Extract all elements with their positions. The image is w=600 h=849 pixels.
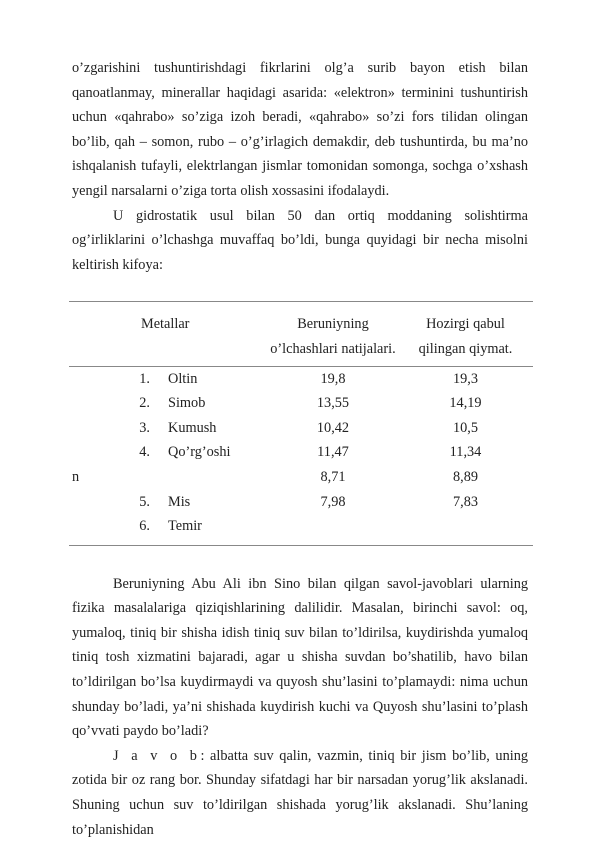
row-beruniy: 11,47	[317, 444, 349, 461]
row-metal	[162, 465, 268, 490]
header-beruniy-line1: Beruniyning	[297, 316, 369, 333]
paragraph-answer	[72, 744, 528, 842]
answer-label: J a v o b	[113, 747, 201, 764]
row-current: 7,83	[452, 493, 479, 510]
row-number: 3.	[139, 419, 150, 436]
row-beruniy: 8,71	[320, 468, 346, 485]
row-beruniy	[268, 514, 398, 545]
table-row	[69, 465, 533, 490]
header-current-line1: Hozirgi qabul	[426, 316, 505, 333]
row-number: 2.	[139, 395, 150, 412]
row-current: 11,34	[449, 444, 482, 461]
table-header-row	[69, 302, 533, 366]
row-number: 6.	[139, 518, 150, 535]
paragraph-questions: Beruniyning Abu Ali ibn Sino bilan qilgan savol-javoblari ularning fizika masalalariga qiziqishlarining dalilidir. Masalan, birinchi savol: oq, yumaloq, tiniq bir shisha idish tiniq suv bilan to’ldirilsa, kuydirishda yumaloq tiniq tosh xizmatini bajaradi, agar u shisha suvdan bo’shatilib, havo bilan to’ldirilgan bo’lsa kuydirmaydi va quyosh shu’lasini to’plamaydi: nima uchun shunday bo’ladi, ya’ni shishada kuydirish kuchi va Quyosh shu’lasini to’plash qo’vvati paydo bo’ladi?	[72, 575, 528, 740]
table-row	[69, 440, 533, 465]
row-number: n	[72, 468, 80, 485]
row-current: 14,19	[449, 395, 482, 412]
row-metal: Mis	[168, 493, 191, 510]
row-metal: Simob	[168, 395, 206, 412]
document-page	[72, 56, 528, 842]
answer-text: : albatta suv qalin, vazmin, tiniq bir jism bo’lib, uning zotida bir oz rang bor. Shunday sifatdagi har bir narsadan yorug’lik akslanadi. Shuning uchun suv to’ldirilgan shishada yorug’lik akslanadi. Shu’laning to’planishidan	[72, 747, 528, 838]
row-current: 10,5	[452, 419, 479, 436]
row-current: 8,89	[452, 468, 479, 485]
row-current: 19,3	[452, 370, 479, 387]
row-beruniy: 13,55	[316, 395, 350, 412]
row-current	[398, 514, 533, 545]
header-current	[398, 302, 533, 366]
row-beruniy: 19,8	[320, 370, 346, 387]
table-row	[69, 490, 533, 515]
header-beruniy-line2: o’lchashlari natijalari.	[270, 340, 396, 357]
row-number: 5.	[139, 493, 150, 510]
table-row	[69, 514, 533, 545]
table-row	[69, 416, 533, 441]
header-current-line2: qilingan qiymat.	[418, 340, 513, 357]
row-beruniy: 10,42	[316, 419, 350, 436]
row-number: 4.	[139, 444, 150, 461]
header-beruniy	[268, 302, 398, 366]
row-beruniy: 7,98	[320, 493, 346, 510]
row-metal: Qo’rg’oshi	[168, 444, 231, 461]
paragraph-hydrostatic: U gidrostatik usul bilan 50 dan ortiq moddaning solishtirma og’irliklarini o’lchashga muvaffaq bo’ldi, bunga quyidagi bir necha misolni keltirish kifoya:	[72, 207, 528, 273]
paragraph-minerals: o’zgarishini tushuntirishdagi fikrlarini olg’a surib bayon etish bilan qanoatlanmay, minerallar haqidagi asarida: «elektron» terminini tushuntirish uchun «qahrabo» so’ziga izoh beradi, «qahrabo» so’zi fors tilidan olingan bo’lib, qah – somon, rubo – o’g’irlagich demakdir, deb tushuntirda, bu ma’no ishqalanish tufayli, elektrlangan jismlar tomonidan somonga, sochga o’xshash yengil narsalarni o’ziga torta olish xossasini ifodalaydi.	[72, 60, 528, 199]
metals-table	[69, 301, 533, 545]
header-metals: Metallar	[69, 302, 268, 366]
row-metal: Kumush	[168, 419, 217, 436]
spacer	[72, 546, 528, 572]
row-number: 1.	[139, 370, 150, 387]
table-row	[69, 366, 533, 391]
table-row	[69, 391, 533, 416]
row-metal: Oltin	[168, 370, 198, 387]
row-metal: Temir	[168, 518, 202, 535]
